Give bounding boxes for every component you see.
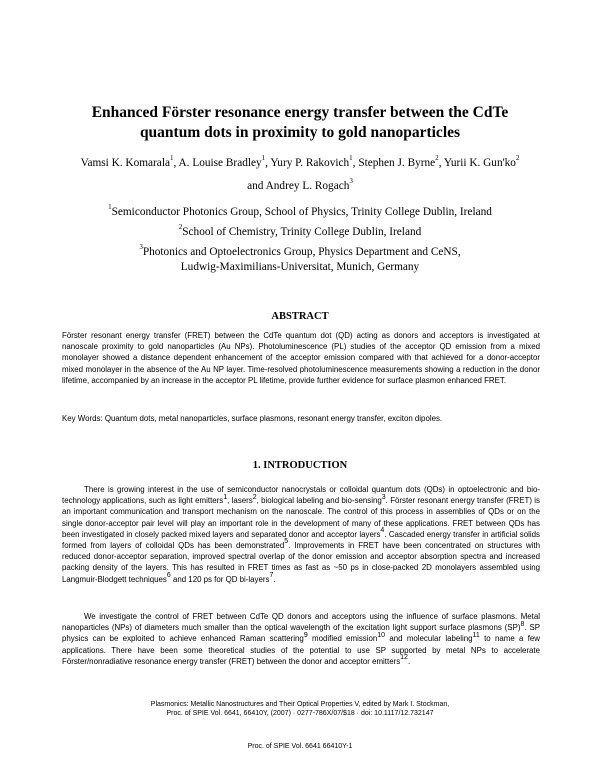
citation-mark: 12 [400,654,408,662]
affiliation-list [60,205,540,280]
citation-mark: 6 [166,572,171,579]
author-name: and Andrey L. Rogach [247,180,350,192]
citation-mark: 10 [377,631,386,639]
abstract-text: Förster resonant energy transfer (FRET) between the CdTe quantum dot (QD) acting as donors and acceptors is investigated at nanoscale proximity to gold nanoparticles (Au NPs). Photoluminescence (PL) studies of the acceptor QD emission from a mixed monolayer showed a distance dependent enhancement of the acceptor emission compared with that achieved for a donor-acceptor mixed monolayer in the absence of the Au NP layer. Time-resolved photoluminescence measurements showing a reduction in the donor lifetime, accompanied by an increase in the acceptor PL lifetime, provide further evidence for surface plasmon enhanced FRET. [62,331,540,385]
author-affiliation-mark: 1 [349,154,353,163]
citation-footer [0,700,600,718]
footer-line-1: Plasmonics: Metallic Nanostructures and Their Optical Properties V, edited by Mark I. Stockman, [150,701,450,708]
title-line-1: Enhanced Förster resonance energy transfer between the CdTe [91,104,509,121]
citation-mark: 4 [380,527,385,535]
author-name: Stephen J. Byrne [358,157,436,169]
affiliation-1: $^1$Semiconductor Photonics Group, School of Physics, Trinity College Dublin, Ireland [108,203,492,218]
footer-line-2: Proc. of SPIE Vol. 6641, 66410Y, (2007) · 0277-786X/07/$18 · doi: 10.1117/12.732147 [166,710,434,717]
author-affiliation-mark: 2 [435,154,439,163]
citation-mark: 1 [223,493,228,501]
citation-mark: 5 [284,538,289,546]
citation-mark: 7 [269,572,274,579]
citation-mark: 8 [520,620,525,628]
author-line-1: Vamsi K. Komarala$^1$, A. Louise Bradley$^1$, Yury P. Rakovich$^1$, Stephen J. Byrne$^2$, Yurii K. $Gun'ko^2$ [80,154,520,169]
author-list [40,152,560,198]
citation-mark: 9 [303,631,308,639]
page-footer: Proc. of SPIE Vol. 6641 66410Y-1 [247,743,353,750]
paper-title [60,103,540,143]
author-name: Vamsi K. Komarala [80,157,170,169]
abstract-heading: ABSTRACT [271,311,329,322]
author-name: A. Louise Bradley [178,157,262,169]
author-affiliation-mark: 1 [261,154,266,163]
author-affiliation-mark: 2 [515,154,520,163]
affiliation-2: $^2$School of Chemistry, Trinity College Dublin, Ireland [178,223,422,238]
author-line-2 [40,175,560,198]
author-affiliation-mark: 1 [169,154,174,163]
title-line-2: quantum dots in proximity to gold nanoparticles [139,124,461,141]
affiliation-3: $^3$Photonics and Optoelectronics Group, Physics Department and CeNS, Ludwig-Maximilians-Universitat, Munich, Germany [139,243,461,273]
introduction-heading: 1. INTRODUCTION [252,460,348,471]
author-name: Yury P. Rakovich [270,157,350,169]
citation-mark: 3 [381,493,386,501]
citation-mark: 11 [472,631,480,639]
introduction-paragraph-1: There is growing interest in the use of semiconductor nanocrystals or colloidal quantum dots (QDs) in optoelectronic and bio-technology applications, such as light emitters$^1$, lasers$^2$, biological labeling and bio-sensing$^3$. Förster resonant energy transfer (FRET) is an important communication and transport mechanism on the nanoscale. The control of this process in assemblies of QDs or on the single donor-acceptor pair level will play an important role in the development of many of these applications. FRET between QDs has been investigated in closely packed mixed layers and separated donor and acceptor layers$^4$. Cascaded energy transfer in artificial solids formed from layers of colloidal QDs has been demonstrated$^5$. Improvements in FRET have been concentrated on structures with reduced donor-acceptor separation, improved spectral overlap of the donor emission and acceptor absorption spectra and increased packing density of the layers. This has resulted in FRET times as fast as ~50 ps in close-packed 2D monolayers assembled using Langmuir-Blodgett techniques$^6$ and 120 ps for QD bi-layers$^7$. [62,485,540,584]
citation-mark: 2 [252,493,257,501]
introduction-paragraph-2: We investigate the control of FRET between CdTe QD donors and acceptors using the influence of surface plasmons. Metal nanoparticles (NPs) of diameters much smaller than the optical wavelength of the excitation light support surface plasmons (SP)$^8$. SP physics can be exploited to achieve enhanced Raman scattering$^9$ modified emission$^{10}$ and molecular labeling$^{11}$ to name a few applications. There have been some theoretical studies of the potential to use SP supported by metal NPs to accelerate Förster/nonradiative resonance energy transfer (FRET) between the donor and acceptor emitters$^{12}$. [62,612,540,666]
author-name: Yurii K. Gun'ko [443,157,516,169]
author-affiliation-mark: 3 [349,177,353,186]
keywords: Key Words: Quantum dots, metal nanoparticles, surface plasmons, resonant energy transfer, exciton dipoles. [62,414,443,423]
